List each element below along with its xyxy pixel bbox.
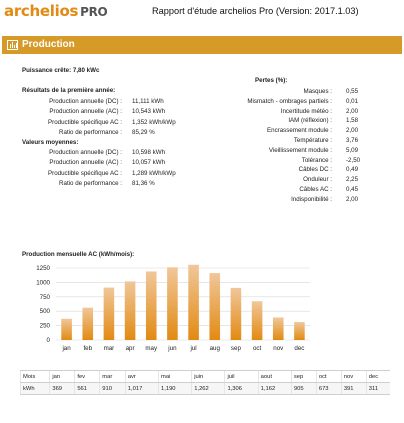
bar-feb — [82, 308, 93, 340]
y-tick-label: 1250 — [36, 265, 50, 272]
table-row-label: kWh — [21, 383, 50, 395]
bar-oct — [252, 301, 263, 340]
bar-sep — [231, 288, 242, 340]
row-label: Température : — [293, 137, 332, 144]
table-cell-value: 673 — [316, 383, 341, 395]
table-cell-month: juin — [192, 371, 225, 383]
x-tick-label: may — [145, 345, 158, 352]
row-value: -2,50 — [346, 156, 361, 164]
first-year-heading: Résultats de la première année: — [22, 87, 116, 94]
table-cell-month: fev — [75, 371, 100, 383]
report-header — [0, 0, 404, 30]
row-label: Mismatch - ombrages partiels : — [247, 97, 332, 105]
table-cell-month: aout — [258, 371, 291, 383]
x-tick-label: apr — [125, 345, 135, 352]
row-value: 1,352 kWh/kWp — [132, 118, 176, 126]
table-cell-value: 561 — [75, 383, 100, 395]
monthly-table — [20, 370, 390, 395]
bar-jan — [61, 319, 72, 340]
x-tick-label: aug — [209, 345, 220, 352]
row-value: 0,49 — [346, 166, 359, 174]
row-value: 0,01 — [346, 97, 359, 105]
row-value: 5,09 — [346, 146, 359, 154]
losses-heading: Pertes (%): — [255, 77, 288, 84]
table-cell-month: mai — [159, 371, 192, 383]
x-tick-label: jul — [190, 345, 197, 352]
bar-mar — [104, 288, 115, 340]
y-tick-label: 0 — [46, 337, 50, 344]
y-tick-label: 1000 — [36, 279, 50, 287]
row-label: Production annuelle (AC) : — [49, 108, 122, 116]
x-tick-label: oct — [252, 345, 262, 352]
row-label: Production annuelle (DC) : — [49, 98, 122, 105]
row-label: Production annuelle (DC) : — [49, 149, 122, 156]
table-cell-month: sep — [291, 371, 316, 383]
x-tick-label: jan — [62, 345, 71, 352]
bar-aug — [209, 273, 220, 340]
x-tick-label: sep — [230, 345, 241, 352]
row-value: 10,543 kWh — [132, 108, 166, 116]
average-heading: Valeurs moyennes: — [22, 139, 79, 146]
row-label: Ratio de performance : — [59, 128, 122, 136]
row-value: 0,55 — [346, 88, 359, 95]
chart-title: Production mensuelle AC (kWh/mois): — [22, 251, 135, 258]
row-label: Productible spécifique AC : — [48, 169, 122, 177]
table-cell-month: juil — [225, 371, 258, 383]
row-value: 3,76 — [346, 137, 359, 144]
row-label: Câbles DC : — [298, 166, 332, 174]
row-label: Encrassement module : — [267, 127, 332, 135]
row-value: 1,289 kWh/kWp — [132, 169, 176, 177]
table-cell-value: 391 — [341, 383, 366, 395]
logo-pro: PRO — [80, 5, 108, 19]
x-tick-label: mar — [103, 345, 115, 352]
row-value: 1,58 — [346, 117, 359, 125]
table-cell-value: 1,262 — [192, 383, 225, 395]
table-cell-month: dec — [366, 371, 390, 383]
archelios-logo — [4, 2, 107, 20]
row-label: Masques : — [303, 88, 332, 95]
row-value: 0,45 — [346, 186, 359, 193]
bar-may — [146, 271, 157, 340]
table-cell-value: 1,162 — [258, 383, 291, 395]
row-label: Production annuelle (AC) : — [49, 159, 122, 167]
x-tick-label: feb — [83, 345, 93, 352]
table-cell-value: 1,306 — [225, 383, 258, 395]
row-label: Vieillissement module : — [268, 146, 332, 154]
table-cell-month: avr — [125, 371, 158, 383]
table-cell-value: 311 — [366, 383, 390, 395]
row-value: 2,00 — [346, 195, 359, 203]
y-tick-label: 750 — [39, 293, 50, 301]
bar-jun — [167, 267, 178, 340]
monthly-production-chart — [0, 258, 404, 358]
bar-nov — [273, 317, 284, 340]
row-label: Tolérance : — [301, 156, 332, 164]
row-label: IAM (réflexion) : — [288, 117, 332, 125]
row-value: 10,057 kWh — [132, 159, 166, 167]
table-row-label: Mois — [21, 371, 50, 383]
row-label: Onduleur : — [303, 176, 332, 184]
bar-dec — [294, 322, 305, 340]
table-cell-value: 1,017 — [125, 383, 158, 395]
row-label: Ratio de performance : — [59, 179, 122, 187]
row-value: 10,598 kWh — [132, 149, 166, 156]
peak-power: Puissance crête: 7,80 kWc — [22, 67, 100, 74]
row-label: Câbles AC : — [299, 186, 332, 193]
row-label: Incertitude météo : — [280, 107, 332, 115]
y-tick-label: 500 — [39, 308, 50, 316]
row-value: 85,29 % — [132, 128, 155, 136]
section-title: Production — [22, 39, 75, 50]
table-cell-month: mar — [100, 371, 126, 383]
y-tick-label: 250 — [39, 322, 50, 330]
table-cell-value: 369 — [50, 383, 75, 395]
logo-brand: archelios — [4, 2, 79, 20]
x-tick-label: nov — [273, 345, 284, 352]
section-header-production — [2, 36, 402, 54]
bar-apr — [125, 281, 136, 340]
row-label: Indisponibilité : — [291, 195, 332, 203]
table-cell-month: nov — [341, 371, 366, 383]
table-cell-month: oct — [316, 371, 341, 383]
x-tick-label: dec — [294, 345, 305, 352]
row-label: Productible spécifique AC : — [48, 118, 122, 126]
bar-jul — [188, 265, 199, 340]
table-row-values — [21, 383, 391, 395]
table-cell-month: jan — [50, 371, 75, 383]
row-value: 2,00 — [346, 127, 359, 135]
chart-bars-icon — [7, 40, 18, 50]
table-cell-value: 910 — [100, 383, 126, 395]
table-row-months — [21, 371, 391, 383]
row-value: 81,36 % — [132, 179, 155, 187]
row-value: 2,25 — [346, 176, 359, 184]
x-tick-label: jun — [168, 345, 177, 352]
table-cell-value: 905 — [291, 383, 316, 395]
report-title: Rapport d'étude archelios Pro (Version: 2017.1.03) — [152, 6, 359, 16]
row-value: 11,111 kWh — [132, 98, 164, 105]
row-value: 2,00 — [346, 107, 359, 115]
table-cell-value: 1,190 — [159, 383, 192, 395]
